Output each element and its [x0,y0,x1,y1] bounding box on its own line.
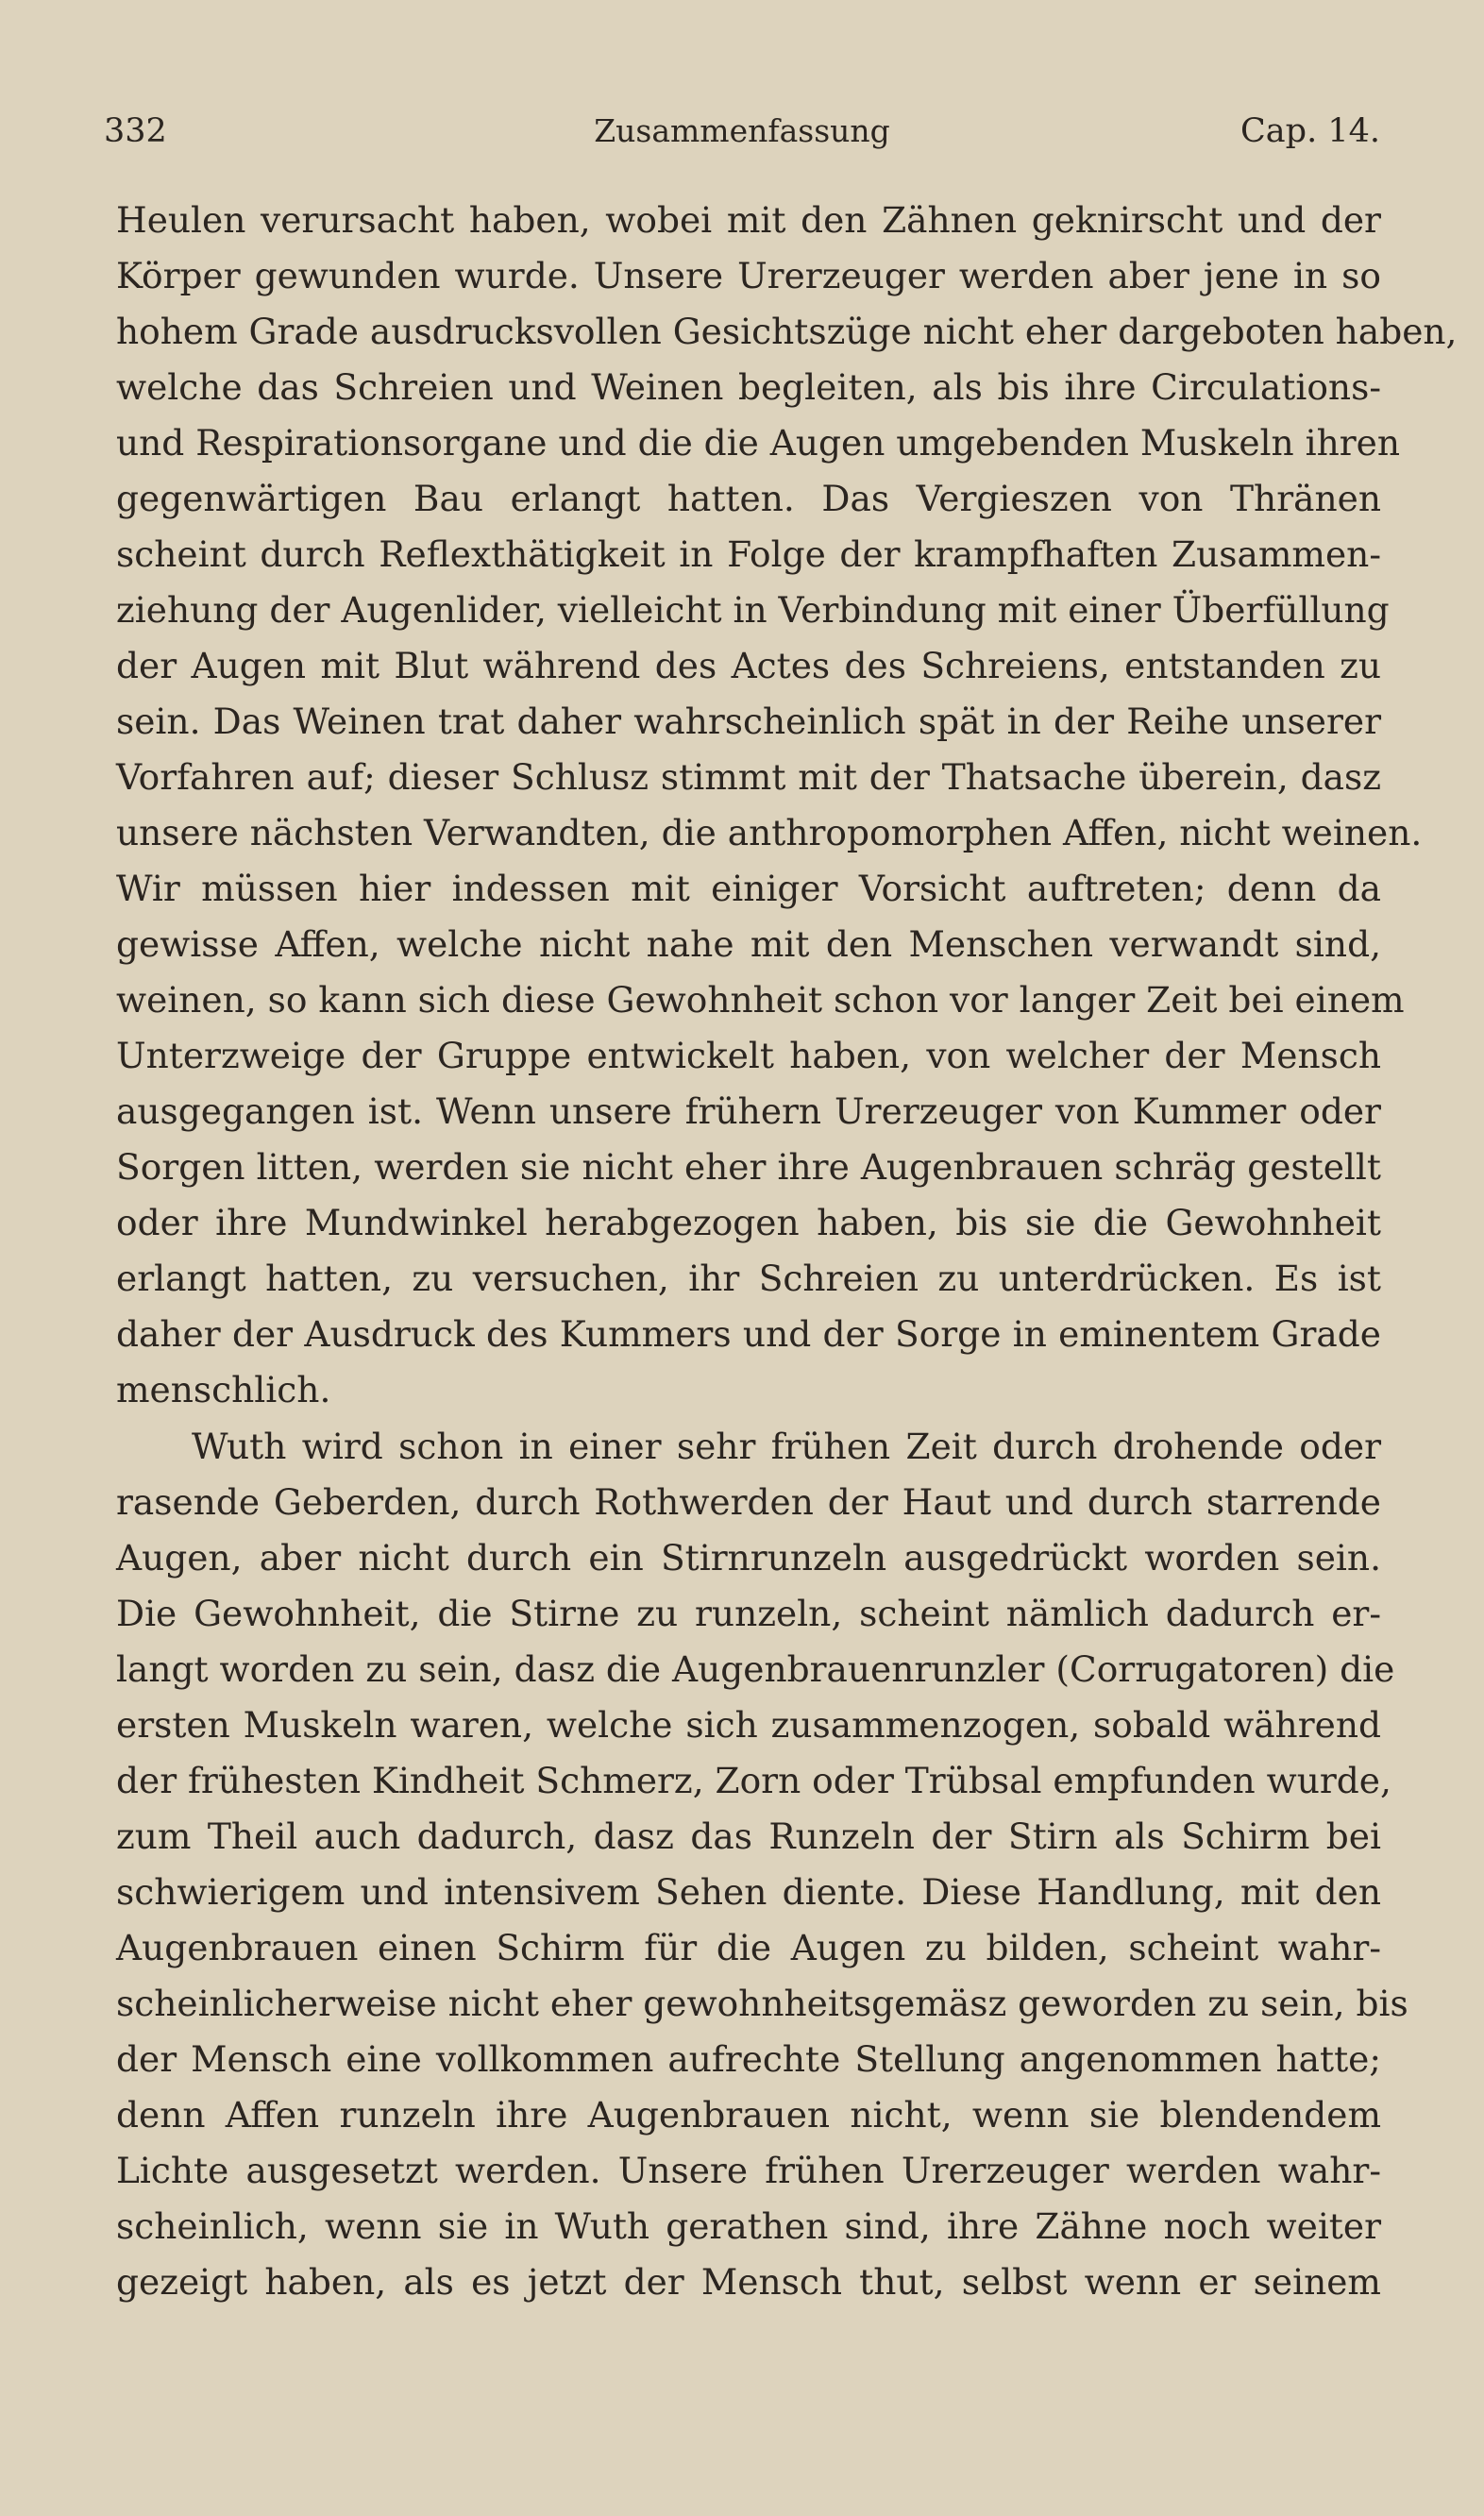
text-line: Unterzweige der Gruppe entwickelt haben, von welcher der Mensch [116,1035,1381,1076]
text-line: sein. Das Weinen trat daher wahrscheinlich spät in der Reihe unserer [116,701,1381,742]
text-line: denn Affen runzeln ihre Augenbrauen nicht, wenn sie blendendem [116,2094,1381,2136]
text-line: Augenbrauen einen Schirm für die Augen zu bilden, scheint wahr- [116,1927,1381,1968]
text-line: oder ihre Mundwinkel herabgezogen haben, bis sie die Gewohnheit [116,1202,1381,1243]
text-line: der Mensch eine vollkommen aufrechte Stellung angenommen hatte; [116,2038,1381,2080]
page-number: 332 [104,112,167,150]
text-line: und Respirationsorgane und die die Augen umgebenden Muskeln ihren [116,422,1401,464]
text-line: scheinlich, wenn sie in Wuth gerathen sind, ihre Zähne noch weiter [116,2205,1381,2247]
text-line: Wir müssen hier indessen mit einiger Vorsicht auftreten; denn da [116,868,1381,909]
text-line: unsere nächsten Verwandten, die anthropomorphen Affen, nicht weinen. [116,812,1423,853]
text-line: gewisse Affen, welche nicht nahe mit den Menschen verwandt sind, [116,923,1381,965]
text-line: rasende Geberden, durch Rothwerden der Haut und durch starrende [116,1481,1381,1523]
text-line: langt worden zu sein, dasz die Augenbrauenrunzler (Corrugatoren) die [116,1648,1395,1690]
text-line: menschlich. [116,1369,331,1410]
text-line: scheint durch Reflexthätigkeit in Folge der krampfhaften Zusammen- [116,533,1381,575]
text-line: daher der Ausdruck des Kummers und der Sorge in eminentem Grade [116,1313,1381,1355]
text-line: der frühesten Kindheit Schmerz, Zorn oder Trübsal empfunden wurde, [116,1760,1391,1801]
text-line: ziehung der Augenlider, vielleicht in Verbindung mit einer Überfüllung [116,589,1390,631]
text-line: erlangt hatten, zu versuchen, ihr Schreien zu unterdrücken. Es ist [116,1258,1381,1299]
text-line: gegenwärtigen Bau erlangt hatten. Das Vergieszen von Thränen [116,478,1381,519]
text-line: scheinlicherweise nicht eher gewohnheitsgemäsz geworden zu sein, bis [116,1983,1408,2024]
text-line: weinen, so kann sich diese Gewohnheit schon vor langer Zeit bei einem [116,979,1405,1021]
text-line: schwierigem und intensivem Sehen diente. Diese Handlung, mit den [116,1871,1381,1913]
text-line: Augen, aber nicht durch ein Stirnrunzeln ausgedrückt worden sein. [116,1537,1381,1579]
text-line: Körper gewunden wurde. Unsere Urerzeuger werden aber jene in so [116,255,1381,296]
text-line: Die Gewohnheit, die Stirne zu runzeln, scheint nämlich dadurch er- [116,1593,1381,1634]
text-line: hohem Grade ausdrucksvollen Gesichtszüge nicht eher dargeboten haben, [116,311,1458,352]
text-line: Sorgen litten, werden sie nicht eher ihre Augenbrauen schräg gestellt [116,1146,1381,1188]
text-line: Vorfahren auf; dieser Schlusz stimmt mit der Thatsache überein, dasz [116,756,1381,798]
running-title: Zusammenfassung [594,112,890,149]
text-line: Heulen verursacht haben, wobei mit den Zähnen geknirscht und der [116,199,1381,241]
text-line: ausgegangen ist. Wenn unsere frühern Urerzeuger von Kummer oder [116,1090,1381,1132]
page-header [104,108,1380,155]
text-line: der Augen mit Blut während des Actes des Schreiens, entstanden zu [116,645,1381,686]
paragraph-2 [116,1419,1408,2310]
chapter-label: Cap. 14. [1240,112,1380,150]
text-line: Lichte ausgesetzt werden. Unsere frühen Urerzeuger werden wahr- [116,2150,1381,2191]
text-line: welche das Schreien und Weinen begleiten, als bis ihre Circulations- [116,366,1381,408]
text-line: zum Theil auch dadurch, dasz das Runzeln der Stirn als Schirm bei [116,1815,1381,1857]
text-line: gezeigt haben, als es jetzt der Mensch thut, selbst wenn er seinem [116,2261,1381,2303]
paragraph-1 [116,193,1458,1418]
text-line: Wuth wird schon in einer sehr frühen Zeit durch drohende oder [192,1426,1381,1467]
text-line: ersten Muskeln waren, welche sich zusammenzogen, sobald während [116,1704,1381,1746]
